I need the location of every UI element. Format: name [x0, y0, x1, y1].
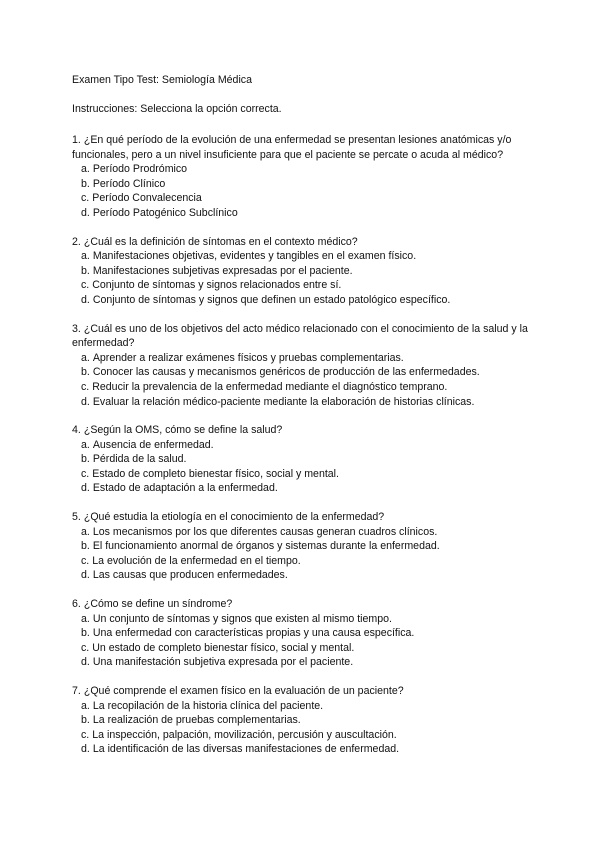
option-letter: b.	[81, 366, 90, 379]
option-text: Las causas que producen enfermedades.	[92, 569, 288, 582]
option-text: La recopilación de la historia clínica del paciente.	[92, 699, 324, 712]
question-number: 6.	[72, 598, 81, 611]
option-d[interactable]	[72, 481, 532, 496]
option-text: Estado de completo bienestar físico, social y mental.	[92, 467, 339, 480]
option-a[interactable]	[72, 525, 532, 540]
question-stem: ¿Cómo se define un síndrome?	[83, 598, 233, 611]
option-b[interactable]	[72, 539, 532, 554]
option-letter: a.	[81, 612, 90, 625]
option-text: El funcionamiento anormal de órganos y sistemas durante la enfermedad.	[92, 540, 440, 553]
option-letter: d.	[81, 395, 90, 408]
option-d[interactable]	[72, 293, 532, 308]
option-text: Ausencia de enfermedad.	[92, 438, 214, 451]
question-text	[72, 235, 532, 250]
question-text	[72, 322, 532, 351]
question-stem: ¿Qué estudia la etiología en el conocimiento de la enfermedad?	[83, 511, 385, 524]
option-text: La evolución de la enfermedad en el tiempo.	[92, 554, 301, 567]
option-b[interactable]	[72, 177, 532, 192]
option-text: Estado de adaptación a la enfermedad.	[92, 482, 278, 495]
option-b[interactable]	[72, 626, 532, 641]
option-a[interactable]	[72, 699, 532, 714]
option-text: Período Clínico	[92, 177, 166, 190]
option-letter: b.	[81, 627, 90, 640]
question-stem: ¿Cuál es uno de los objetivos del acto médico relacionado con el conocimiento de la salud y la enfermedad?	[72, 322, 528, 350]
option-d[interactable]	[72, 206, 532, 221]
option-a[interactable]	[72, 249, 532, 264]
question-4	[72, 423, 532, 496]
option-letter: b.	[81, 264, 90, 277]
question-number: 4.	[72, 424, 81, 437]
option-letter: c.	[81, 641, 90, 654]
question-text	[72, 423, 532, 438]
option-c[interactable]	[72, 467, 532, 482]
option-b[interactable]	[72, 452, 532, 467]
option-letter: d.	[81, 206, 90, 219]
option-text: Aprender a realizar exámenes físicos y pruebas complementarias.	[92, 351, 404, 364]
option-text: Los mecanismos por los que diferentes causas generan cuadros clínicos.	[92, 525, 438, 538]
option-text: Manifestaciones subjetivas expresadas por el paciente.	[92, 264, 353, 277]
option-letter: a.	[81, 525, 90, 538]
question-stem: ¿Cuál es la definición de síntomas en el contexto médico?	[83, 235, 358, 248]
document-page	[72, 73, 532, 757]
option-letter: c.	[81, 380, 90, 393]
option-d[interactable]	[72, 655, 532, 670]
option-text: Período Patogénico Subclínico	[92, 206, 238, 219]
option-a[interactable]	[72, 162, 532, 177]
option-letter: d.	[81, 656, 90, 669]
option-letter: c.	[81, 192, 90, 205]
question-number: 2.	[72, 235, 81, 248]
option-c[interactable]	[72, 191, 532, 206]
question-text	[72, 597, 532, 612]
question-number: 7.	[72, 685, 81, 697]
question-1	[72, 133, 532, 221]
option-letter: d.	[81, 743, 90, 756]
option-letter: a.	[81, 699, 90, 712]
option-text: Una manifestación subjetiva expresada por el paciente.	[92, 656, 354, 669]
option-c[interactable]	[72, 380, 532, 395]
option-text: Un conjunto de síntomas y signos que existen al mismo tiempo.	[92, 612, 392, 625]
option-a[interactable]	[72, 612, 532, 627]
instructions-text: Instrucciones: Selecciona la opción correcta.	[72, 103, 282, 115]
option-text: La inspección, palpación, movilización, percusión y auscultación.	[92, 728, 397, 741]
options-list	[72, 162, 532, 220]
option-c[interactable]	[72, 641, 532, 656]
option-a[interactable]	[72, 438, 532, 453]
option-d[interactable]	[72, 742, 532, 757]
option-letter: b.	[81, 453, 90, 466]
option-text: Manifestaciones objetivas, evidentes y tangibles en el examen físico.	[92, 250, 417, 263]
options-list	[72, 351, 532, 409]
question-text	[72, 684, 532, 699]
question-number: 5.	[72, 511, 81, 524]
options-list	[72, 612, 532, 670]
option-letter: a.	[81, 351, 90, 364]
option-c[interactable]	[72, 278, 532, 293]
question-number: 3.	[72, 322, 81, 335]
options-list	[72, 699, 532, 757]
option-letter: a.	[81, 250, 90, 263]
options-list	[72, 525, 532, 583]
option-b[interactable]	[72, 713, 532, 728]
option-text: La realización de pruebas complementarias.	[92, 714, 301, 727]
option-letter: c.	[81, 279, 90, 292]
option-letter: a.	[81, 163, 90, 176]
option-letter: d.	[81, 569, 90, 582]
option-letter: b.	[81, 540, 90, 553]
question-number: 1.	[72, 134, 81, 146]
question-text	[72, 510, 532, 525]
option-letter: d.	[81, 293, 90, 306]
option-text: Pérdida de la salud.	[92, 453, 187, 466]
document-title: Examen Tipo Test: Semiología Médica	[72, 74, 252, 86]
option-d[interactable]	[72, 395, 532, 410]
question-stem: ¿Según la OMS, cómo se define la salud?	[83, 424, 283, 437]
question-5	[72, 510, 532, 583]
question-3	[72, 322, 532, 410]
question-stem: ¿Qué comprende el examen físico en la evaluación de un paciente?	[83, 685, 404, 697]
option-letter: c.	[81, 728, 90, 741]
option-text: Conocer las causas y mecanismos genéricos de producción de las enfermedades.	[92, 366, 480, 379]
option-c[interactable]	[72, 728, 532, 743]
option-text: Período Convalecencia	[92, 192, 202, 205]
question-stem: ¿En qué período de la evolución de una enfermedad se presentan lesiones anatómicas y/o funcionales, pero a un nivel insuficiente para que el paciente se percate o acuda al médico?	[72, 134, 512, 161]
option-letter: b.	[81, 177, 90, 190]
question-text	[72, 133, 532, 162]
option-letter: c.	[81, 467, 90, 480]
option-letter: d.	[81, 482, 90, 495]
option-text: Conjunto de síntomas y signos que definen un estado patológico específico.	[92, 293, 451, 306]
option-text: Período Prodrómico	[92, 163, 188, 176]
option-letter: a.	[81, 438, 90, 451]
options-list	[72, 249, 532, 307]
option-text: Una enfermedad con características propias y una causa específica.	[92, 627, 415, 640]
option-letter: c.	[81, 554, 90, 567]
questions-list	[72, 133, 532, 757]
options-list	[72, 438, 532, 496]
option-text: La identificación de las diversas manifestaciones de enfermedad.	[92, 743, 400, 756]
option-c[interactable]	[72, 554, 532, 569]
option-text: Reducir la prevalencia de la enfermedad mediante el diagnóstico temprano.	[92, 380, 448, 393]
option-a[interactable]	[72, 351, 532, 366]
option-letter: b.	[81, 714, 90, 727]
option-text: Evaluar la relación médico-paciente mediante la elaboración de historias clínicas.	[92, 395, 475, 408]
question-7	[72, 684, 532, 757]
option-b[interactable]	[72, 365, 532, 380]
question-2	[72, 235, 532, 308]
question-6	[72, 597, 532, 670]
option-text: Un estado de completo bienestar físico, social y mental.	[92, 641, 355, 654]
option-b[interactable]	[72, 264, 532, 279]
option-d[interactable]	[72, 568, 532, 583]
option-text: Conjunto de síntomas y signos relacionados entre sí.	[92, 279, 342, 292]
